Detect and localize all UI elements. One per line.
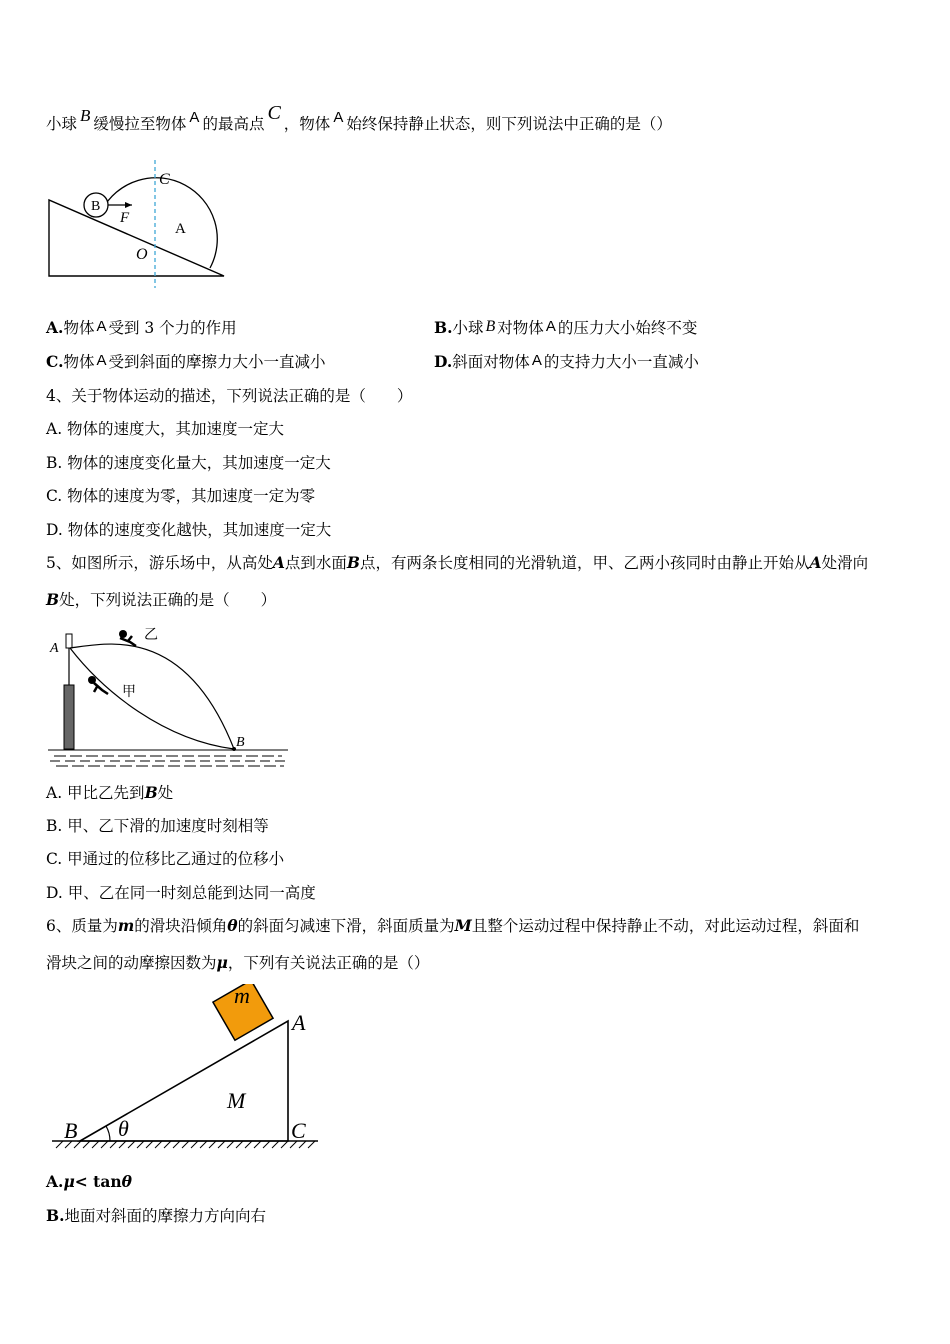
q3-var-C: C bbox=[267, 102, 281, 124]
q6-stem-line2 bbox=[46, 952, 429, 974]
q3-stem-text: 小球 bbox=[46, 115, 78, 133]
q3-var-B: B bbox=[80, 106, 91, 125]
q6-stem-text: 6、质量为 bbox=[46, 917, 118, 935]
q6-option-b bbox=[46, 1205, 266, 1227]
option-text: 的支持力大小一直减小 bbox=[543, 353, 699, 371]
hatch-mark bbox=[218, 1141, 225, 1148]
option-letter: A. bbox=[46, 1172, 64, 1191]
hatch-mark bbox=[308, 1141, 315, 1148]
q3-stem-text: 缓慢拉至物体 bbox=[93, 115, 187, 133]
option-var: A bbox=[96, 352, 107, 369]
option-letter: B. bbox=[434, 318, 453, 337]
fig-label-theta: θ bbox=[118, 1116, 129, 1141]
hatch-mark bbox=[227, 1141, 234, 1148]
option-var: B bbox=[144, 783, 158, 802]
hatch-mark bbox=[56, 1141, 63, 1148]
q3-stem bbox=[46, 102, 672, 136]
q3-var-A: A bbox=[189, 109, 200, 126]
hatch-mark bbox=[209, 1141, 216, 1148]
q6-stem-text: ，下列有关说法正确的是（） bbox=[227, 954, 430, 972]
q5-option-b: B. 甲、乙下滑的加速度时刻相等 bbox=[46, 817, 269, 835]
q4-option-b: B. 物体的速度变化量大，其加速度一定大 bbox=[46, 454, 331, 472]
option-text: 处 bbox=[157, 784, 174, 802]
fig-label-A: A bbox=[175, 221, 186, 237]
hatch-mark bbox=[254, 1141, 261, 1148]
fig-label-B: B bbox=[236, 735, 245, 750]
q3-stem-text: 始终保持静止状态，则下列说法中正确的是（） bbox=[346, 115, 672, 133]
option-var: A bbox=[531, 352, 542, 369]
option-text: 物体 bbox=[63, 319, 95, 337]
hatch-mark bbox=[182, 1141, 189, 1148]
hatch-mark bbox=[155, 1141, 162, 1148]
q5-stem-text: 处滑向 bbox=[821, 554, 869, 572]
track-yi bbox=[70, 644, 234, 749]
hatch-mark bbox=[92, 1141, 99, 1148]
option-var: θ bbox=[121, 1172, 132, 1191]
option-text: 斜面对物体 bbox=[452, 353, 530, 371]
q3-stem-text: 的最高点 bbox=[202, 115, 265, 133]
q5-var-A: A bbox=[809, 553, 822, 572]
fig-label-B: B bbox=[64, 1118, 78, 1143]
q4-stem: 4、关于物体运动的描述，下列说法正确的是（ ） bbox=[46, 387, 413, 405]
fig-label-jia: 甲 bbox=[122, 685, 136, 700]
q3-option-a bbox=[46, 317, 237, 340]
fig-label-A: A bbox=[50, 641, 59, 656]
hatch-mark bbox=[101, 1141, 108, 1148]
fig-label-M: M bbox=[227, 1088, 246, 1113]
option-var: μ bbox=[63, 1172, 75, 1191]
q5-var-B: B bbox=[346, 553, 361, 572]
option-letter: C. bbox=[46, 352, 64, 371]
q6-var-M: M bbox=[454, 916, 472, 935]
hatch-mark bbox=[245, 1141, 252, 1148]
hatch-mark bbox=[128, 1141, 135, 1148]
tower-top bbox=[66, 634, 72, 648]
option-text: 地面对斜面的摩擦力方向向右 bbox=[64, 1207, 267, 1225]
q6-stem-line1 bbox=[46, 915, 859, 937]
child-yi-icon bbox=[119, 630, 136, 646]
q5-stem-line2 bbox=[46, 589, 276, 611]
q6-stem-text: 且整个运动过程中保持静止不动，对此运动过程，斜面和 bbox=[471, 917, 860, 935]
option-text: 对物体 bbox=[497, 319, 544, 337]
hatch-mark bbox=[191, 1141, 198, 1148]
option-text: 受到 3 个力的作用 bbox=[108, 319, 237, 337]
option-text: 受到斜面的摩擦力大小一直减小 bbox=[108, 353, 326, 371]
q5-stem-text: 点到水面 bbox=[284, 554, 347, 572]
q5-var-A: A bbox=[272, 553, 285, 572]
hatch-mark bbox=[173, 1141, 180, 1148]
hatch-mark bbox=[236, 1141, 243, 1148]
hatch-mark bbox=[83, 1141, 90, 1148]
option-var: A bbox=[96, 318, 107, 335]
q5-stem-text: 5、如图所示，游乐场中，从高处 bbox=[46, 554, 273, 572]
angle-arc bbox=[106, 1126, 110, 1141]
option-letter: B. bbox=[46, 1206, 65, 1225]
option-text: 小球 bbox=[452, 319, 484, 337]
q6-stem-text: 的斜面匀减速下滑，斜面质量为 bbox=[237, 917, 455, 935]
hatch-mark bbox=[110, 1141, 117, 1148]
option-var: B bbox=[485, 318, 496, 335]
q5-option-c: C. 甲通过的位移比乙通过的位移小 bbox=[46, 850, 285, 868]
fig-label-A: A bbox=[292, 1010, 306, 1035]
q6-var-theta: θ bbox=[227, 916, 238, 935]
q6-stem-text: 的滑块沿倾角 bbox=[134, 917, 228, 935]
q6-figure bbox=[44, 984, 334, 1159]
option-text: 的压力大小始终不变 bbox=[557, 319, 698, 337]
q4-option-c: C. 物体的速度为零，其加速度一定为零 bbox=[46, 487, 316, 505]
fig-label-yi: 乙 bbox=[144, 628, 158, 643]
q5-option-d: D. 甲、乙在同一时刻总能到达同一高度 bbox=[46, 884, 316, 902]
hatch-mark bbox=[119, 1141, 126, 1148]
fig-label-F: F bbox=[120, 210, 130, 226]
option-text: 物体 bbox=[63, 353, 95, 371]
fig-label-O: O bbox=[136, 246, 148, 263]
q5-figure bbox=[44, 622, 294, 772]
q6-stem-text: 滑块之间的动摩擦因数为 bbox=[46, 954, 217, 972]
option-letter: A. bbox=[46, 318, 64, 337]
option-text: A. 甲比乙先到 bbox=[46, 784, 145, 802]
q5-stem-text: 点，有两条长度相同的光滑轨道，甲、乙两小孩同时由静止开始从 bbox=[360, 554, 810, 572]
q5-var-B: B bbox=[46, 590, 60, 609]
wedge-M bbox=[80, 1021, 288, 1141]
track-jia bbox=[70, 648, 234, 749]
option-text: < tan bbox=[74, 1172, 122, 1191]
q6-var-mu: μ bbox=[216, 953, 228, 972]
water-surface bbox=[48, 750, 288, 766]
hatch-mark bbox=[263, 1141, 270, 1148]
fig-label-B: B bbox=[91, 199, 101, 214]
arrow-head-icon bbox=[125, 202, 132, 208]
hatch-mark bbox=[164, 1141, 171, 1148]
option-letter: D. bbox=[434, 352, 453, 371]
fig-label-C: C bbox=[291, 1118, 306, 1143]
tower-pillar bbox=[64, 685, 74, 749]
hatch-mark bbox=[146, 1141, 153, 1148]
ground-hatch bbox=[56, 1141, 315, 1148]
q5-stem-text: 处，下列说法正确的是（ ） bbox=[59, 591, 277, 609]
hatch-mark bbox=[272, 1141, 279, 1148]
q5-option-a bbox=[46, 782, 173, 804]
incline-shape bbox=[49, 200, 224, 276]
fig-label-C: C bbox=[159, 171, 170, 188]
q4-option-a: A. 物体的速度大，其加速度一定大 bbox=[46, 420, 285, 438]
hatch-mark bbox=[137, 1141, 144, 1148]
q3-option-c bbox=[46, 351, 326, 374]
fig-label-m: m bbox=[234, 984, 250, 1008]
q5-stem-line1 bbox=[46, 552, 868, 574]
q4-option-d: D. 物体的速度变化越快，其加速度一定大 bbox=[46, 521, 332, 539]
hatch-mark bbox=[200, 1141, 207, 1148]
q3-figure bbox=[40, 158, 240, 293]
q3-option-b bbox=[434, 317, 697, 340]
q6-var-m: m bbox=[117, 916, 135, 935]
q3-var-A: A bbox=[333, 109, 344, 126]
q3-stem-text: ，物体 bbox=[283, 115, 331, 133]
q6-option-a bbox=[46, 1171, 132, 1193]
hatch-mark bbox=[281, 1141, 288, 1148]
option-var: A bbox=[545, 318, 556, 335]
q3-option-d bbox=[434, 351, 699, 374]
